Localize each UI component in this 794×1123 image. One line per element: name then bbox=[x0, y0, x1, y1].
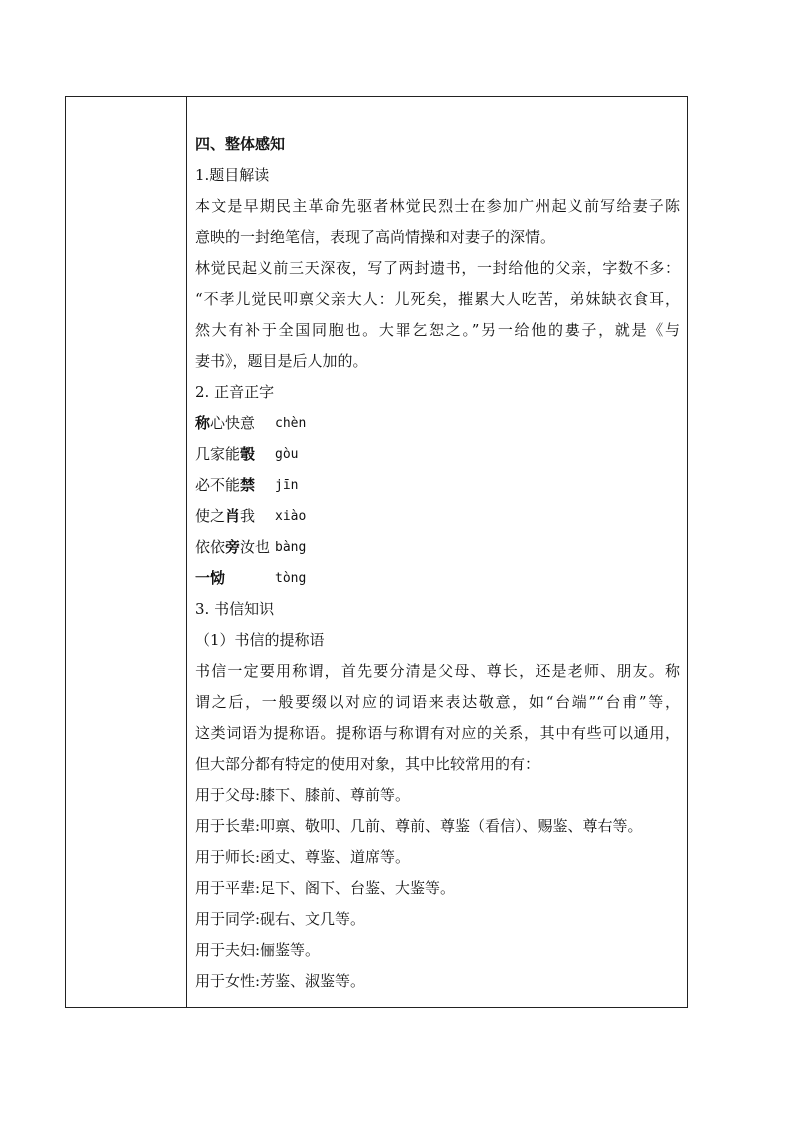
sub1-line-2: 意映的一封绝笔信，表现了高尚情操和对妻子的深情。 bbox=[195, 228, 556, 246]
pron-bold: 禁 bbox=[240, 476, 256, 494]
pron-item bbox=[195, 532, 680, 563]
pron-pinyin: xiào bbox=[275, 509, 307, 524]
pron-pinyin: bàng bbox=[275, 540, 307, 555]
pron-prefix: 几家能 bbox=[195, 445, 241, 463]
pron-word bbox=[195, 563, 275, 594]
pron-item bbox=[195, 501, 680, 532]
sub1-line-3: 林觉民起义前三天深夜，写了两封遗书，一封给他的父亲，字数不多： bbox=[195, 259, 680, 277]
sub3-title: 3. 书信知识 bbox=[195, 600, 275, 618]
document-table bbox=[65, 96, 688, 1008]
use-parents: 用于父母:膝下、膝前、尊前等。 bbox=[195, 786, 411, 804]
pron-item bbox=[195, 563, 680, 594]
pron-word bbox=[195, 408, 275, 439]
pron-word bbox=[195, 532, 275, 563]
pron-prefix: 使之 bbox=[195, 507, 226, 525]
pron-pinyin: chèn bbox=[275, 416, 307, 431]
pron-pinyin: gòu bbox=[275, 447, 299, 462]
pron-bold: 肖 bbox=[225, 507, 241, 525]
pron-suffix: 汝也 bbox=[240, 538, 271, 556]
sub3-line-2: 谓之后，一般要缀以对应的词语来表达敬意，如“台端”“台甫”等， bbox=[195, 693, 680, 711]
section-heading: 四、整体感知 bbox=[195, 135, 286, 153]
sub3-subtitle: （1）书信的提称语 bbox=[195, 631, 325, 649]
sub1-line-5: 然大有补于全国同胞也。大罪乞恕之。”另一给他的婁子，就是《与 bbox=[195, 321, 680, 339]
content-block bbox=[195, 129, 680, 997]
pron-item bbox=[195, 470, 680, 501]
pron-item bbox=[195, 439, 680, 470]
pron-rest: 心快意 bbox=[210, 414, 256, 432]
sub3-line-1: 书信一定要用称谓，首先要分清是父母、尊长，还是老师、朋友。称 bbox=[195, 662, 680, 680]
sub2-title: 2. 正音正字 bbox=[195, 383, 275, 401]
use-teachers: 用于师长:函丈、尊鉴、道席等。 bbox=[195, 848, 411, 866]
right-cell bbox=[187, 97, 687, 1007]
pron-word bbox=[195, 470, 275, 501]
use-elders: 用于长辈:叩禀、敬叩、几前、尊前、尊鉴（看信）、赐鉴、尊右等。 bbox=[195, 817, 643, 835]
pron-item bbox=[195, 408, 680, 439]
sub1-line-6: 妻书》，题目是后人加的。 bbox=[195, 352, 368, 370]
use-classmates: 用于同学:砚右、文几等。 bbox=[195, 910, 366, 928]
use-peers: 用于平辈:足下、阁下、台鉴、大鉴等。 bbox=[195, 879, 456, 897]
pron-bold: 彀 bbox=[240, 445, 256, 463]
sub1-line-1: 本文是早期民主革命先驱者林觉民烈士在参加广州起义前写给妻子陈 bbox=[195, 197, 680, 215]
pron-bold: 一恸 bbox=[195, 569, 226, 587]
pron-bold: 称 bbox=[195, 414, 211, 432]
pron-bold: 旁 bbox=[225, 538, 241, 556]
sub3-line-3: 这类词语为提称语。提称语与称谓有对应的关系，其中有些可以通用， bbox=[195, 724, 680, 742]
sub1-title: 1.题目解读 bbox=[195, 166, 270, 184]
pron-prefix: 必不能 bbox=[195, 476, 241, 494]
pron-pinyin: jīn bbox=[275, 478, 299, 493]
pron-pinyin: tòng bbox=[275, 571, 307, 586]
pron-prefix: 依依 bbox=[195, 538, 226, 556]
pron-word bbox=[195, 439, 275, 470]
sub3-line-4: 但大部分都有特定的使用对象，其中比较常用的有： bbox=[195, 755, 541, 773]
use-couples: 用于夫妇:俪鉴等。 bbox=[195, 941, 321, 959]
use-women: 用于女性:芳鉴、淑鉴等。 bbox=[195, 972, 366, 990]
sub1-line-4: “不孝儿觉民叩禀父亲大人：儿死矣，摧累大人吃苦，弟妹缺衣食耳， bbox=[195, 290, 680, 308]
pron-word bbox=[195, 501, 275, 532]
left-cell bbox=[66, 97, 187, 1007]
pron-suffix: 我 bbox=[240, 507, 256, 525]
